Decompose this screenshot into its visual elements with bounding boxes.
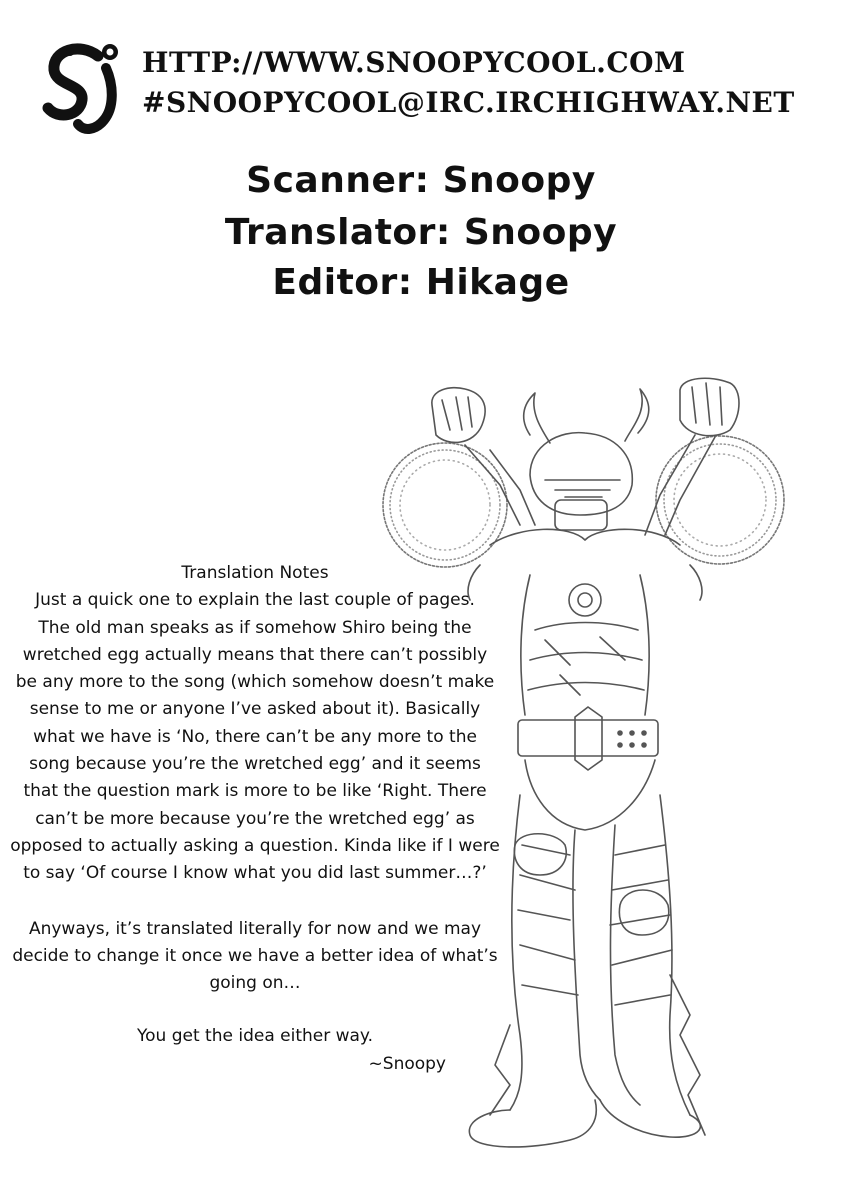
site-url: HTTP://WWW.SNOOPYCOOL.COM xyxy=(142,46,686,79)
credit-editor: Editor: Hikage xyxy=(272,262,570,303)
credit-scanner: Scanner: Snoopy xyxy=(246,160,596,201)
notes-paragraph-1: Just a quick one to explain the last couple of pages. xyxy=(35,590,475,611)
notes-title: Translation Notes xyxy=(181,563,329,583)
notes-paragraph-3: Anyways, it’s translated literally for now and we may decide to change it once we have a better idea of what’s going on… xyxy=(12,918,498,994)
notes-closing: You get the idea either way. xyxy=(137,1026,373,1047)
translation-notes xyxy=(10,560,500,1078)
notes-paragraph-2: The old man speaks as if somehow Shiro being the wretched egg actually means that there can’t possibly be any more to the song (which somehow doesn’t make sense to me or anyone I’ve asked about it). Basically what we have is ‘No, there can’t be any more to the song because you’re the wretched egg’ and it seems that the question mark is more to be like ‘Right. There can’t be more because you’re the wretched egg’ as opposed to actually asking a question. Kinda like if I were to say ‘Of course I know what you did last summer…?’ xyxy=(10,617,500,884)
credit-translator: Translator: Snoopy xyxy=(224,212,618,253)
snoopycool-logo xyxy=(40,38,135,138)
irc-channel: #SNOOPYCOOL@IRC.IRCHIGHWAY.NET xyxy=(142,86,795,119)
notes-signature: ~Snoopy xyxy=(368,1053,446,1074)
